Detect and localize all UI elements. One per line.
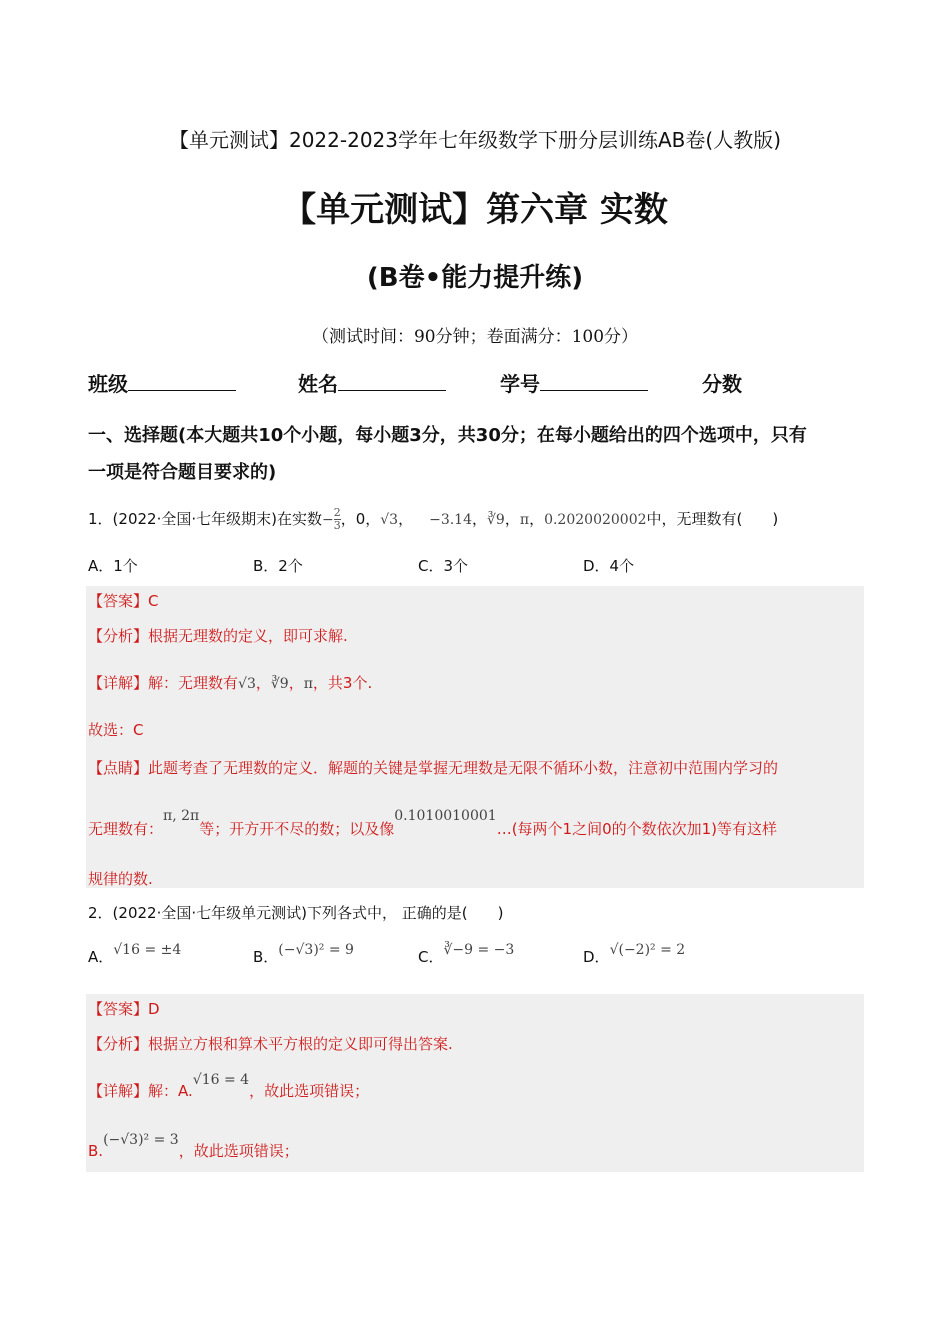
a1-comment-line2: 无理数有：π, 2π等；开方开不尽的数；以及像0.1010010001…(每两个1之间0的个数依次加1)等有这样 xyxy=(88,808,778,838)
question-2-stem: 2．(2022·全国·七年级单元测试)下列各式中， 正确的是( ) xyxy=(88,904,504,922)
section-heading-line2: 一项是符合题目要求的) xyxy=(88,462,277,483)
a1-answer: 【答案】C xyxy=(88,592,159,610)
section-heading-line1: 一、选择题(本大题共10个小题，每小题3分，共30分；在每小题给出的四个选项中，只有 xyxy=(88,425,807,446)
q1-option-c: C．3个 xyxy=(418,557,469,575)
page-title: 【单元测试】第六章 实数 xyxy=(282,190,668,230)
question-1-stem: 1．(2022·全国·七年级期末)在实数$-\frac{2}{3}$ ，0，√3， −3.14，∛9，π，0.2020020002中，无理数有( ) xyxy=(88,506,779,532)
class-field xyxy=(88,368,236,397)
a2-detail-b: B.(−√3)² = 3，故此选项错误； xyxy=(88,1132,299,1160)
class-label: 班级 xyxy=(88,372,128,396)
series-title: 【单元测试】2022-2023学年七年级数学下册分层训练AB卷(人教版) xyxy=(168,128,782,152)
q2-option-a: A．√16 = ±4 xyxy=(88,942,182,966)
name-field xyxy=(298,368,446,397)
q1-option-a: A．1个 xyxy=(88,557,138,575)
class-blank xyxy=(128,372,236,391)
fraction-two-thirds: $\frac{2}{3}$ xyxy=(333,506,341,532)
student-id-field xyxy=(500,368,648,397)
q1-option-d: D．4个 xyxy=(583,557,635,575)
student-id-label: 学号 xyxy=(500,372,540,396)
student-id-blank xyxy=(540,372,648,391)
q2-option-c: C．∛−9 = −3 xyxy=(418,942,515,966)
time-info: （测试时间：90分钟；卷面满分：100分） xyxy=(311,327,639,347)
name-blank xyxy=(338,372,446,391)
name-label: 姓名 xyxy=(298,372,338,396)
a1-choose: 故选：C xyxy=(88,721,144,739)
q2-option-d: D．√(−2)² = 2 xyxy=(583,942,686,966)
score-label: 分数 xyxy=(702,372,742,396)
a1-detail: 【详解】解：无理数有√3，∛9，π，共3个. xyxy=(88,674,373,692)
a2-detail: 【详解】解：A.√16 = 4，故此选项错误； xyxy=(88,1072,370,1100)
q2-option-b: B．(−√3)² = 9 xyxy=(253,942,354,966)
a1-comment-line3: 规律的数. xyxy=(88,870,153,888)
page-subtitle: (B卷•能力提升练) xyxy=(366,263,584,293)
q1-option-b: B．2个 xyxy=(253,557,303,575)
a2-analysis: 【分析】根据立方根和算术平方根的定义即可得出答案. xyxy=(88,1035,453,1053)
a1-comment-line1: 【点睛】此题考查了无理数的定义．解题的关键是掌握无理数是无限不循环小数，注意初中范围内学习的 xyxy=(88,759,779,777)
a1-analysis: 【分析】根据无理数的定义，即可求解. xyxy=(88,627,348,645)
score-field xyxy=(702,368,742,397)
a2-answer: 【答案】D xyxy=(88,1000,160,1018)
